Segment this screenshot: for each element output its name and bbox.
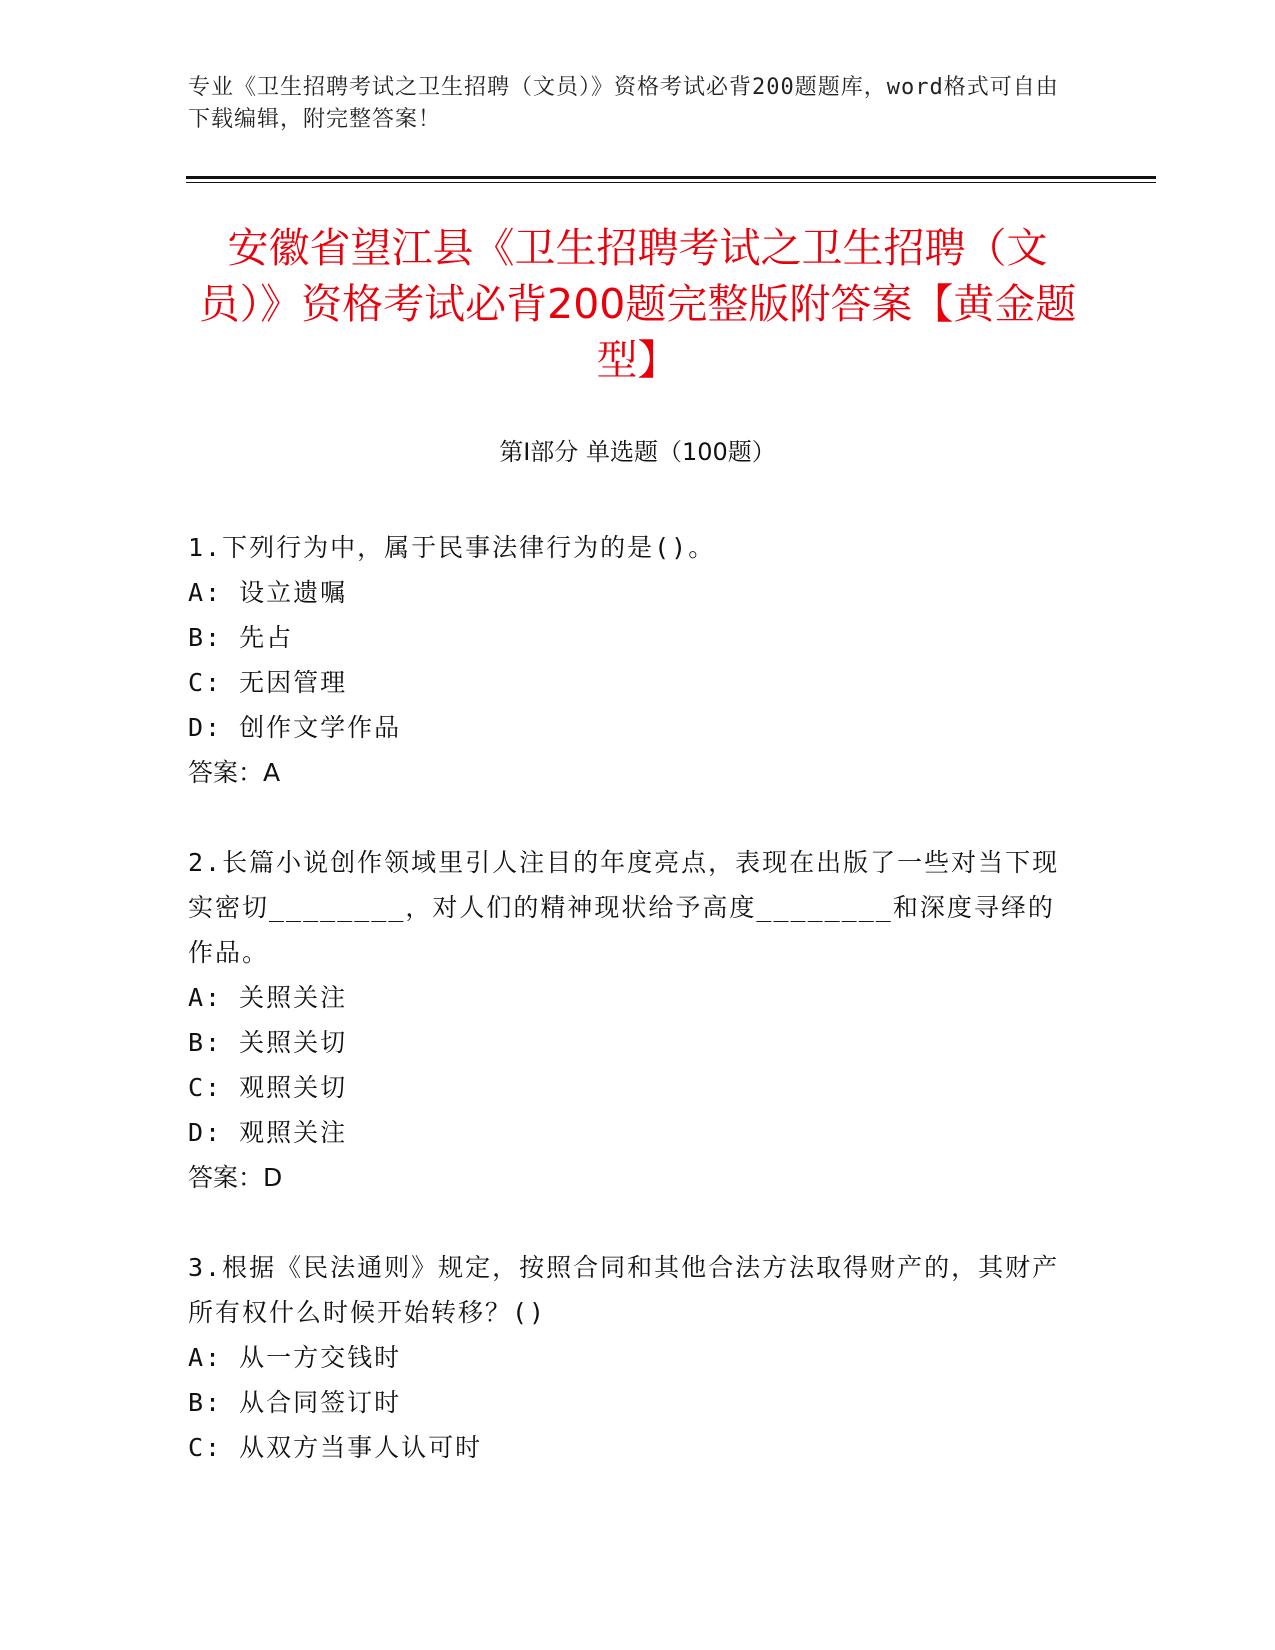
question-text: 3.根据《民法通则》规定，按照合同和其他合法方法取得财产的，其财产所有权什么时候开始转移？() [188, 1253, 1060, 1327]
header-divider-thin [186, 182, 1156, 183]
question-option: C: 观照关切 [188, 1073, 348, 1102]
question-item [188, 525, 1068, 795]
question-answer: 答案：D [188, 1163, 283, 1192]
header-note: 专业《卫生招聘考试之卫生招聘（文员）》资格考试必背200题题库，word格式可自由下载编辑，附完整答案！ [188, 75, 1059, 132]
question-option: A: 关照关注 [188, 983, 348, 1012]
question-option: D: 观照关注 [188, 1118, 348, 1147]
question-option: B: 关照关切 [188, 1028, 348, 1057]
question-option: B: 从合同签订时 [188, 1388, 402, 1417]
section-title: 第Ⅰ部分 单选题（100题） [499, 438, 776, 466]
question-option: A: 从一方交钱时 [188, 1343, 402, 1372]
question-item [188, 1245, 1068, 1470]
question-option: D: 创作文学作品 [188, 713, 402, 742]
question-item [188, 840, 1068, 1200]
question-list [188, 525, 1068, 1515]
question-text: 2.长篇小说创作领域里引人注目的年度亮点，表现在出版了一些对当下现实密切________，对人们的精神现状给予高度________和深度寻绎的作品。 [188, 848, 1060, 967]
header-divider-thick [186, 176, 1156, 179]
question-option: A: 设立遗嘱 [188, 578, 348, 607]
question-option: C: 从双方当事人认可时 [188, 1433, 483, 1462]
question-text: 1.下列行为中，属于民事法律行为的是()。 [188, 533, 716, 562]
question-answer: 答案：A [188, 758, 281, 787]
document-title: 安徽省望江县《卫生招聘考试之卫生招聘（文员）》资格考试必背200题完整版附答案【黄金题型】 [198, 224, 1077, 384]
question-option: B: 先占 [188, 623, 294, 652]
question-option: C: 无因管理 [188, 668, 348, 697]
